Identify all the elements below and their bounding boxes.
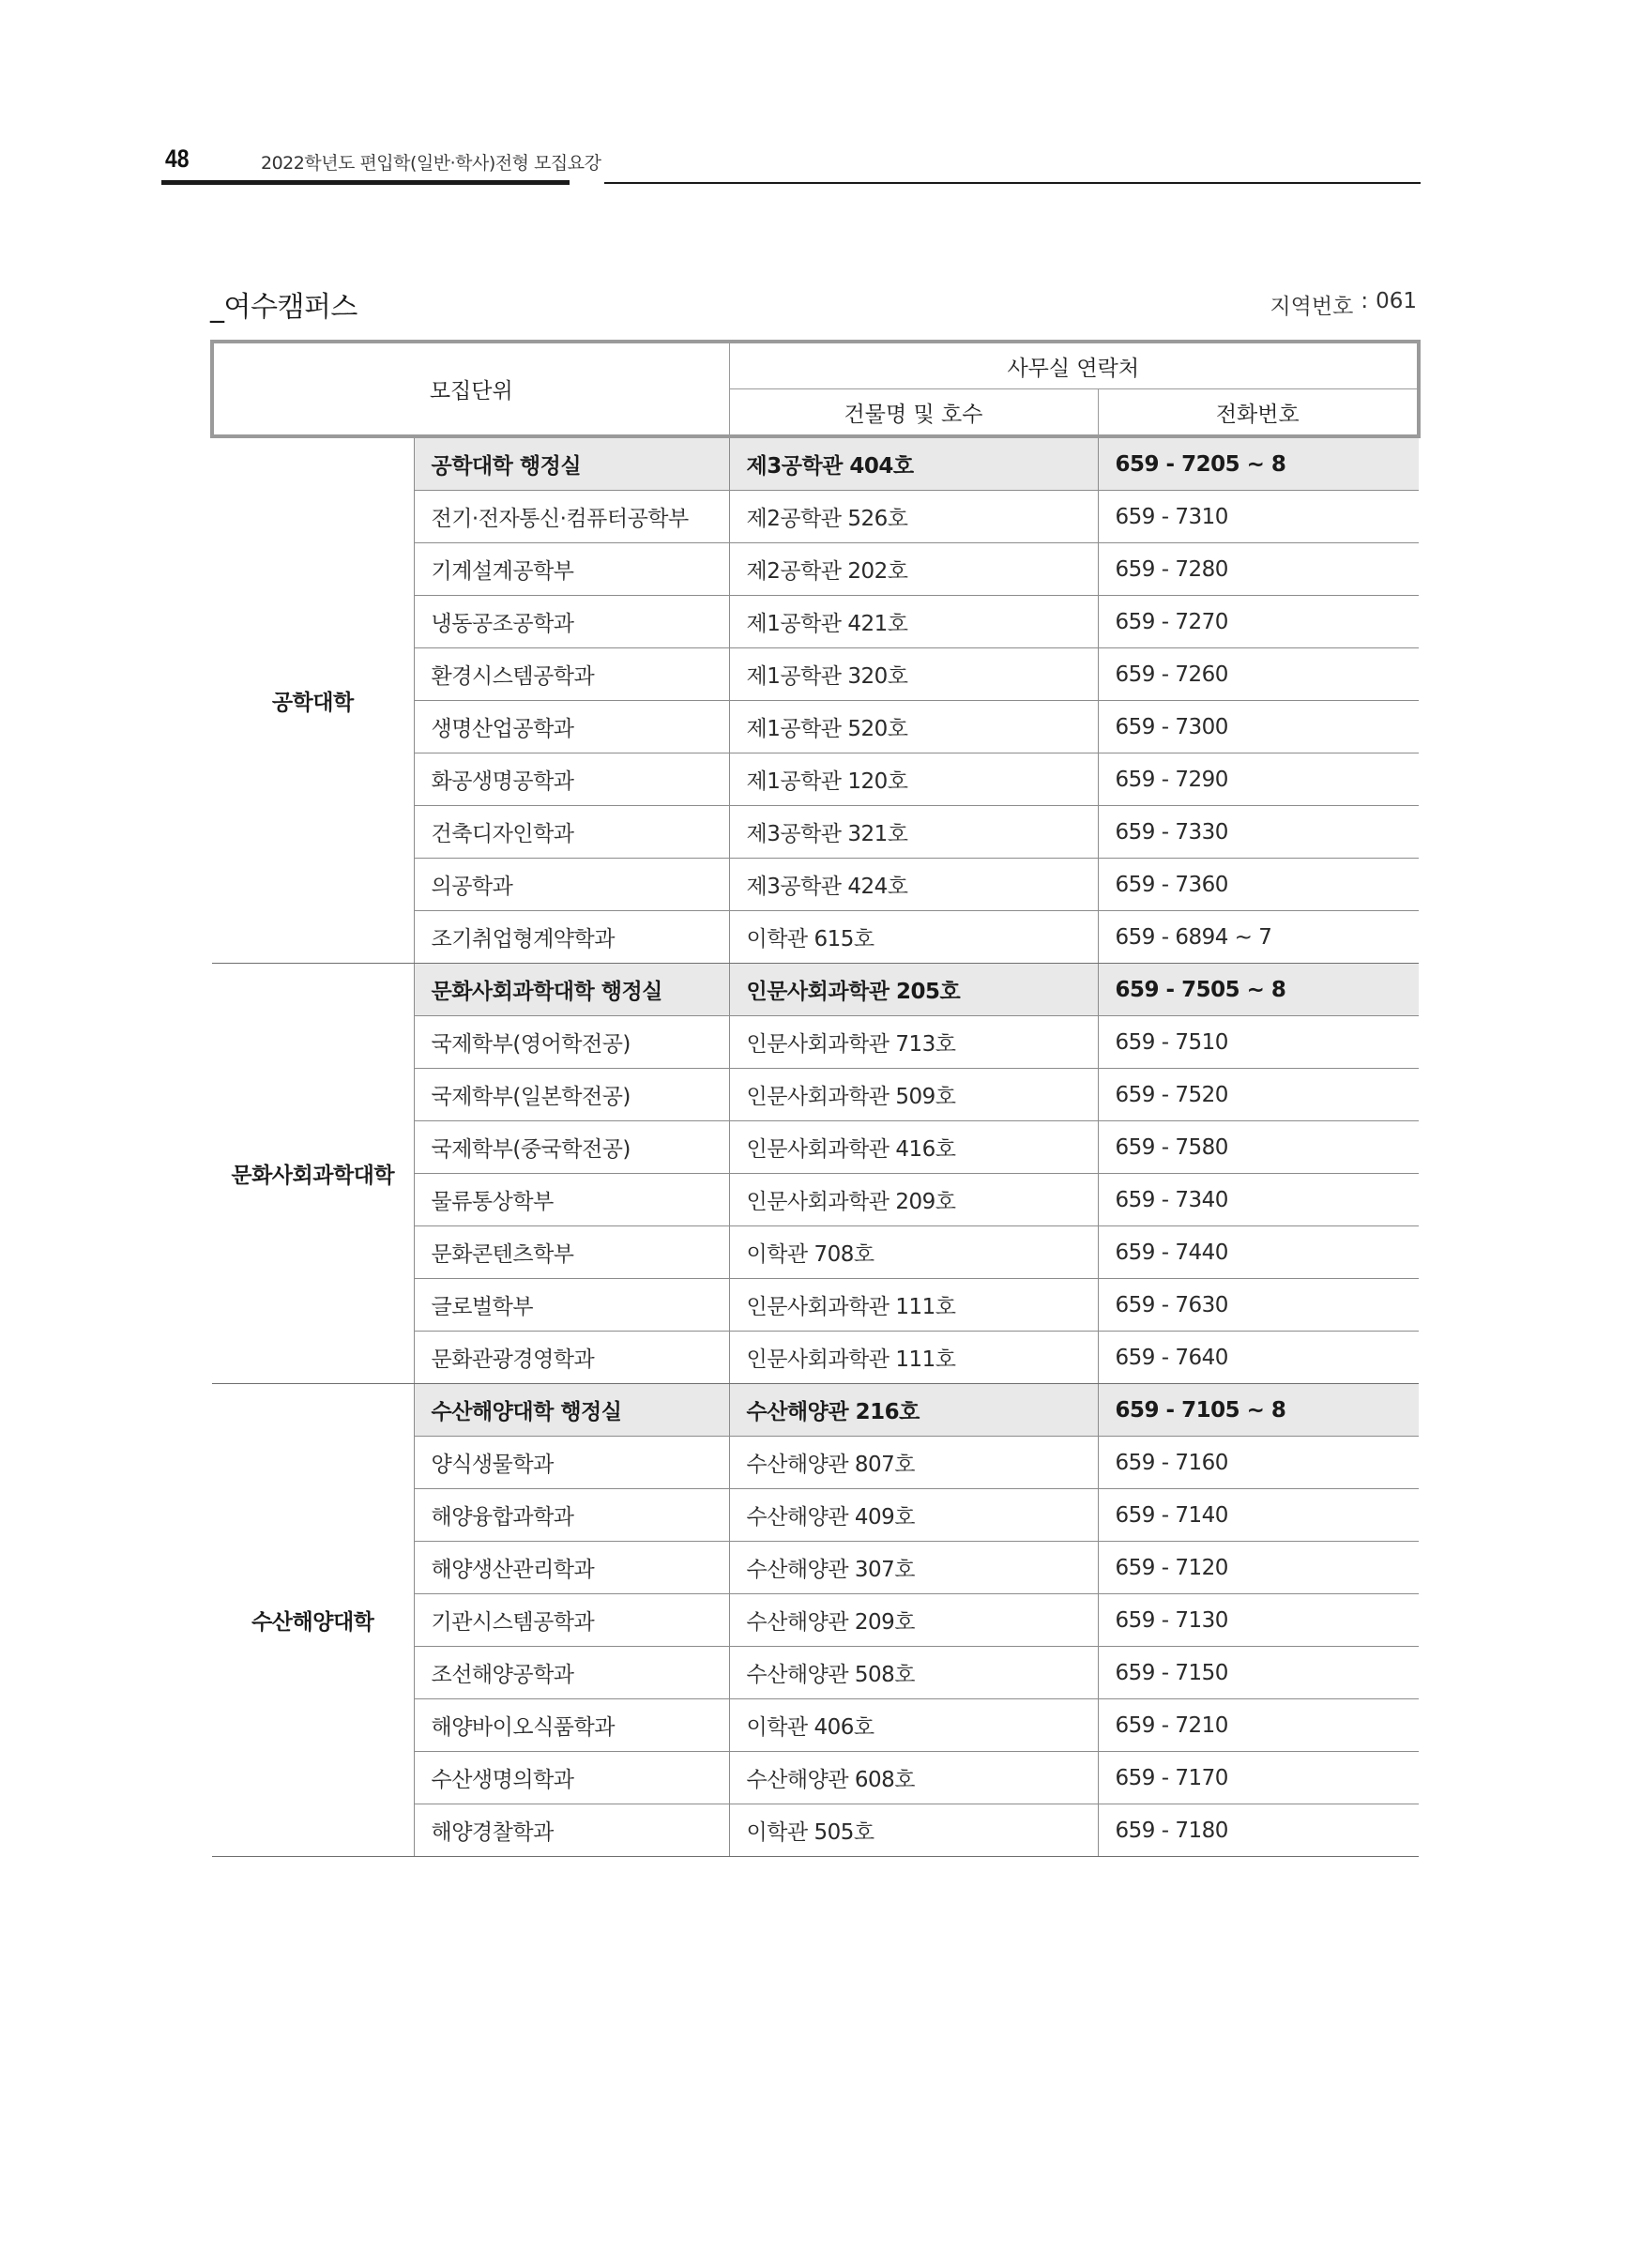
department-name: 해양생산관리학과	[414, 1542, 729, 1594]
department-name: 생명산업공학과	[414, 701, 729, 753]
department-name: 국제학부(영어학전공)	[414, 1016, 729, 1069]
document-title: 2022학년도 편입학(일반·학사)전형 모집요강	[261, 153, 601, 174]
building-room: 인문사회과학관 713호	[729, 1016, 1098, 1069]
phone-number: 659 - 7170	[1098, 1752, 1419, 1804]
department-name: 해양바이오식품학과	[414, 1699, 729, 1752]
department-name: 화공생명공학과	[414, 753, 729, 806]
phone-number: 659 - 7270	[1098, 596, 1419, 648]
building-room: 수산해양관 409호	[729, 1489, 1098, 1542]
phone-number: 659 - 7330	[1098, 806, 1419, 859]
building-room: 수산해양관 216호	[729, 1384, 1098, 1437]
department-name: 물류통상학부	[414, 1174, 729, 1226]
phone-number: 659 - 7310	[1098, 491, 1419, 543]
building-room: 수산해양관 508호	[729, 1647, 1098, 1699]
building-room: 인문사회과학관 509호	[729, 1069, 1098, 1121]
department-name: 해양융합과학과	[414, 1489, 729, 1542]
department-name: 문화사회과학대학 행정실	[414, 964, 729, 1016]
header-rule-thick	[161, 180, 570, 185]
phone-number: 659 - 7280	[1098, 543, 1419, 596]
office-row	[212, 964, 1419, 1016]
building-room: 수산해양관 608호	[729, 1752, 1098, 1804]
phone-number: 659 - 7630	[1098, 1279, 1419, 1332]
department-name: 냉동공조공학과	[414, 596, 729, 648]
phone-number: 659 - 7205 ~ 8	[1098, 436, 1419, 491]
department-name: 수산생명의학과	[414, 1752, 729, 1804]
building-room: 제1공학관 120호	[729, 753, 1098, 806]
building-room: 이학관 406호	[729, 1699, 1098, 1752]
building-room: 이학관 708호	[729, 1226, 1098, 1279]
building-room: 제1공학관 320호	[729, 648, 1098, 701]
building-room: 제1공학관 421호	[729, 596, 1098, 648]
building-room: 제1공학관 520호	[729, 701, 1098, 753]
table-body	[212, 436, 1419, 1857]
building-room: 제3공학관 404호	[729, 436, 1098, 491]
department-name: 기계설계공학부	[414, 543, 729, 596]
building-room-header: 건물명 및 호수	[729, 389, 1098, 437]
department-name: 건축디자인학과	[414, 806, 729, 859]
phone-number: 659 - 7160	[1098, 1437, 1419, 1489]
phone-number: 659 - 7300	[1098, 701, 1419, 753]
building-room: 제2공학관 202호	[729, 543, 1098, 596]
department-name: 국제학부(일본학전공)	[414, 1069, 729, 1121]
department-name: 국제학부(중국학전공)	[414, 1121, 729, 1174]
office-row	[212, 1384, 1419, 1437]
department-name: 수산해양대학 행정실	[414, 1384, 729, 1437]
office-row	[212, 436, 1419, 491]
phone-number: 659 - 7640	[1098, 1332, 1419, 1384]
phone-number: 659 - 7505 ~ 8	[1098, 964, 1419, 1016]
building-room: 인문사회과학관 205호	[729, 964, 1098, 1016]
table-header	[212, 342, 1419, 436]
department-name: 공학대학 행정실	[414, 436, 729, 491]
phone-number: 659 - 7130	[1098, 1594, 1419, 1647]
college-name: 공학대학	[212, 436, 414, 964]
phone-number: 659 - 7150	[1098, 1647, 1419, 1699]
building-room: 인문사회과학관 111호	[729, 1279, 1098, 1332]
page-number: 48	[165, 145, 190, 173]
phone-number: 659 - 7140	[1098, 1489, 1419, 1542]
phone-number: 659 - 7120	[1098, 1542, 1419, 1594]
department-name: 문화콘텐츠학부	[414, 1226, 729, 1279]
phone-number: 659 - 7210	[1098, 1699, 1419, 1752]
building-room: 제3공학관 424호	[729, 859, 1098, 911]
department-name: 전기·전자통신·컴퓨터공학부	[414, 491, 729, 543]
phone-number: 659 - 7520	[1098, 1069, 1419, 1121]
college-name: 문화사회과학대학	[212, 964, 414, 1384]
area-code-separator: :	[1361, 289, 1369, 313]
section-title: _여수캠퍼스	[210, 291, 357, 324]
department-name: 기관시스템공학과	[414, 1594, 729, 1647]
building-room: 인문사회과학관 416호	[729, 1121, 1098, 1174]
header-rule-thin	[604, 182, 1421, 184]
area-code	[1270, 289, 1417, 320]
phone-number: 659 - 6894 ~ 7	[1098, 911, 1419, 964]
phone-number: 659 - 7340	[1098, 1174, 1419, 1226]
phone-number: 659 - 7580	[1098, 1121, 1419, 1174]
area-code-label: 지역번호	[1270, 295, 1354, 319]
phone-header: 전화번호	[1098, 389, 1419, 437]
department-name: 문화관광경영학과	[414, 1332, 729, 1384]
building-room: 인문사회과학관 111호	[729, 1332, 1098, 1384]
area-code-value: 061	[1376, 289, 1417, 313]
building-room: 수산해양관 307호	[729, 1542, 1098, 1594]
building-room: 제3공학관 321호	[729, 806, 1098, 859]
building-room: 이학관 615호	[729, 911, 1098, 964]
contact-table	[210, 340, 1421, 1857]
phone-number: 659 - 7440	[1098, 1226, 1419, 1279]
building-room: 이학관 505호	[729, 1804, 1098, 1857]
phone-number: 659 - 7180	[1098, 1804, 1419, 1857]
phone-number: 659 - 7105 ~ 8	[1098, 1384, 1419, 1437]
recruit-unit-header: 모집단위	[212, 342, 729, 436]
department-name: 조기취업형계약학과	[414, 911, 729, 964]
phone-number: 659 - 7360	[1098, 859, 1419, 911]
phone-number: 659 - 7510	[1098, 1016, 1419, 1069]
page-header	[0, 0, 1627, 197]
building-room: 제2공학관 526호	[729, 491, 1098, 543]
department-name: 해양경찰학과	[414, 1804, 729, 1857]
office-contact-header: 사무실 연락처	[729, 342, 1419, 389]
department-name: 양식생물학과	[414, 1437, 729, 1489]
department-name: 환경시스템공학과	[414, 648, 729, 701]
college-name: 수산해양대학	[212, 1384, 414, 1857]
phone-number: 659 - 7290	[1098, 753, 1419, 806]
department-name: 의공학과	[414, 859, 729, 911]
building-room: 수산해양관 807호	[729, 1437, 1098, 1489]
building-room: 수산해양관 209호	[729, 1594, 1098, 1647]
phone-number: 659 - 7260	[1098, 648, 1419, 701]
department-name: 조선해양공학과	[414, 1647, 729, 1699]
department-name: 글로벌학부	[414, 1279, 729, 1332]
building-room: 인문사회과학관 209호	[729, 1174, 1098, 1226]
